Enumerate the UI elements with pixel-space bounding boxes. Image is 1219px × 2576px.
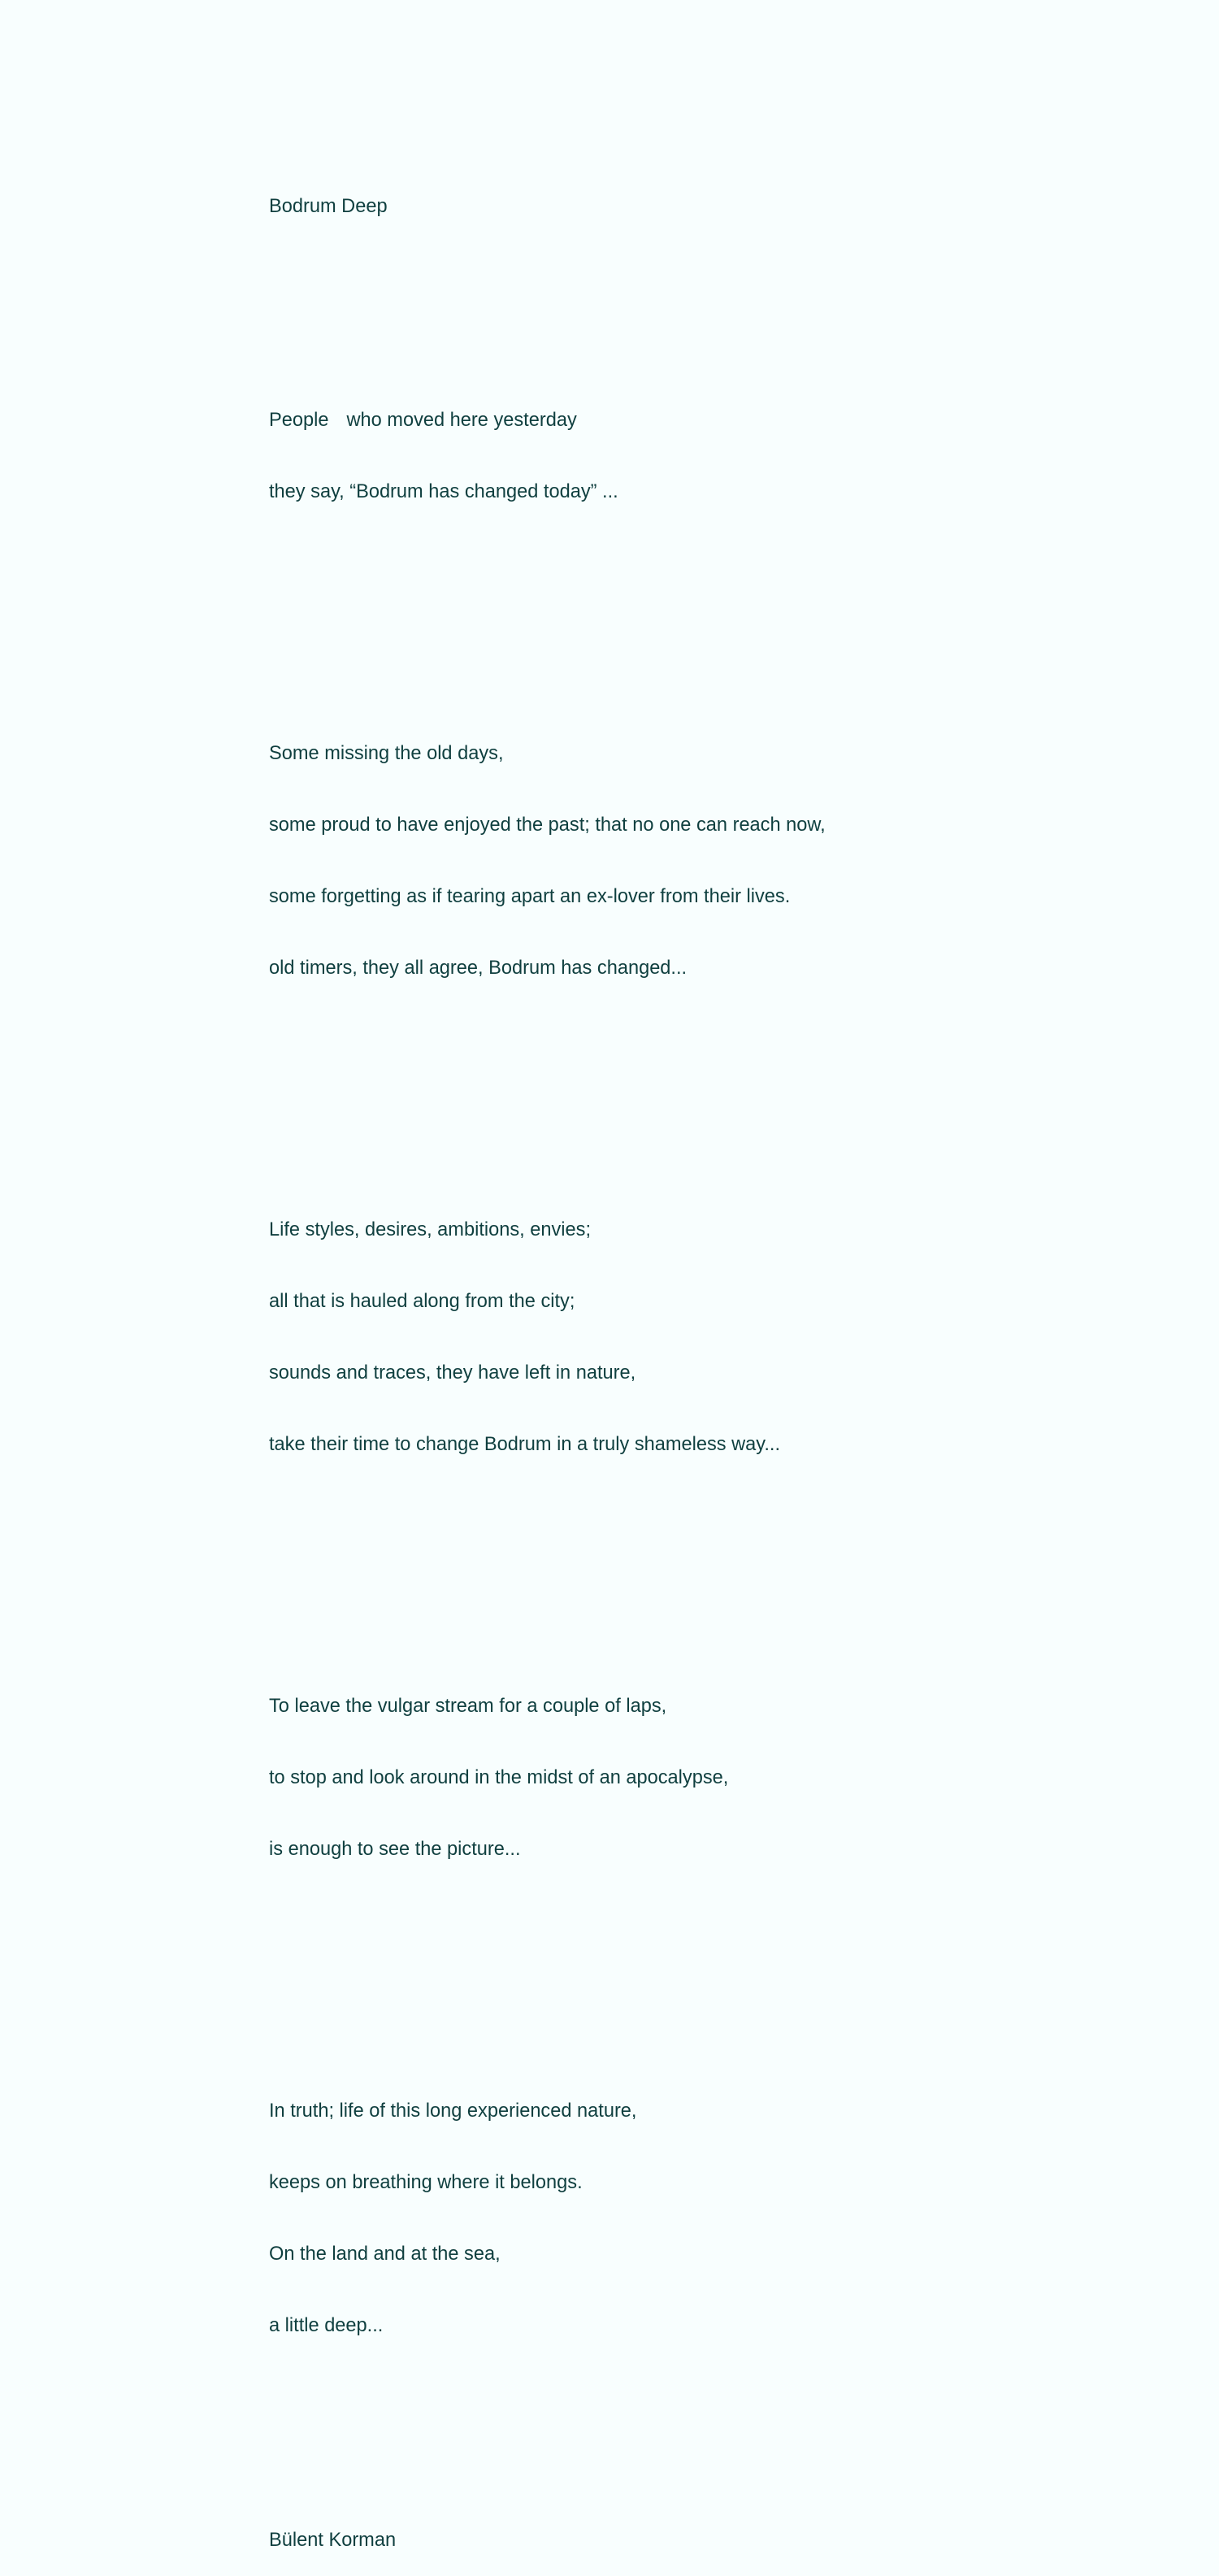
poem-line: On the land and at the sea,: [269, 2244, 501, 2265]
spacer: [269, 1957, 826, 1981]
poem-line: old timers, they all agree, Bodrum has changed...: [269, 958, 688, 980]
stanza-2: [269, 695, 826, 1028]
spacer: [269, 1076, 826, 1100]
poem-line-part: who moved here yesterday: [346, 410, 577, 432]
spacer: [269, 2434, 826, 2457]
poem-line: To leave the vulgar stream for a couple of laps,: [269, 1696, 667, 1718]
poem-line: keeps on breathing where it belongs.: [269, 2172, 583, 2194]
poem-line: some proud to have enjoyed the past; that no one can reach now,: [269, 815, 826, 836]
spacer: [269, 1553, 826, 1576]
stanza-4: [269, 1648, 826, 1909]
poem-line: Some missing the old days,: [269, 743, 504, 765]
poem-line: is enough to see the picture...: [269, 1839, 521, 1861]
poem-line-part: People: [269, 410, 329, 432]
poem-line: In truth; life of this long experienced nature,: [269, 2100, 637, 2122]
poem-line: all that is hauled along from the city;: [269, 1291, 575, 1313]
spacer: [269, 266, 826, 289]
poem-line: a little deep...: [269, 2315, 384, 2337]
poem-line: Life styles, desires, ambitions, envies;: [269, 1219, 592, 1241]
poem-line: sounds and traces, they have left in nature,: [269, 1362, 636, 1384]
stanza-5: [269, 2053, 826, 2386]
poem-title: Bodrum Deep: [269, 195, 388, 217]
poem-line: they say, “Bodrum has changed today” ...: [269, 481, 618, 503]
stanza-1: [269, 362, 826, 552]
poem-line: take their time to change Bodrum in a truly shameless way...: [269, 1434, 781, 1456]
spacer: [269, 600, 826, 623]
stanza-3: [269, 1171, 826, 1505]
poem-line: some forgetting as if tearing apart an ex-lover from their lives.: [269, 886, 791, 908]
poem-line: [269, 409, 826, 432]
poem-line: to stop and look around in the midst of an apocalypse,: [269, 1767, 729, 1789]
poem: [269, 147, 826, 2576]
poem-author: Bülent Korman: [269, 2529, 397, 2551]
